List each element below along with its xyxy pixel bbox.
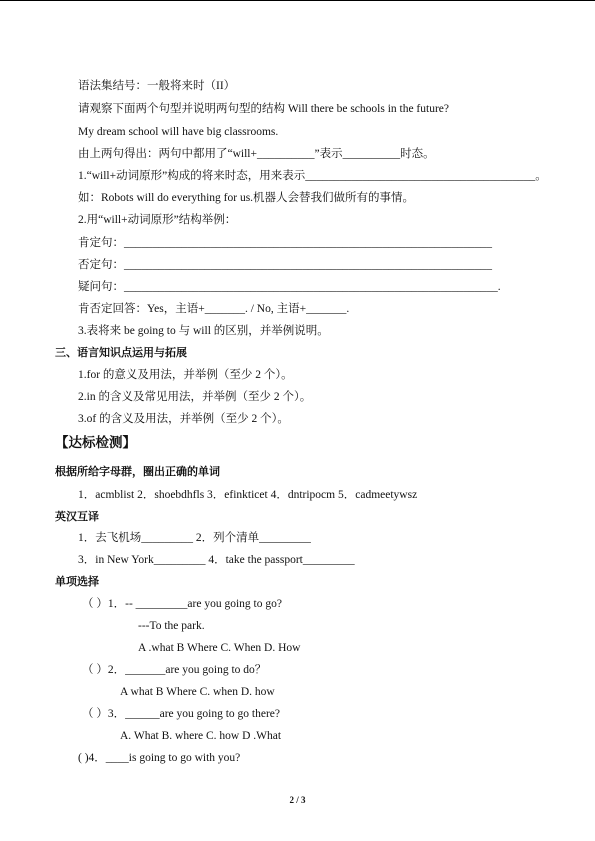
translation-row-2: 3．in New York_________ 4．take the passport_________ [78, 554, 355, 566]
page-top-border [0, 0, 595, 1]
multiple-choice-heading: 单项选择 [55, 575, 99, 588]
translation-row-1: 1．去飞机场_________ 2．列个清单_________ [78, 532, 311, 544]
question-3: （ ）3．______are you going to go there? [82, 708, 281, 720]
grammar-heading: 语法集结号：一般将来时（II） [78, 80, 236, 92]
question-1-reply: ---To the park. [138, 620, 205, 632]
affirmative-line: 肯定句：________________________________________________________________ [78, 237, 492, 249]
answers-line: 肯否定回答：Yes，主语+_______. / No, 主语+_______. [78, 303, 350, 315]
section-three-heading: 三、语言知识点运用与拓展 [55, 346, 187, 359]
observe-sentences-line: 请观察下面两个句型并说明两句型的结构 Will there be schools in the future? [78, 103, 449, 115]
negative-line: 否定句：________________________________________________________________ [78, 259, 492, 271]
example-sentence-line: My dream school will have big classrooms. [78, 126, 279, 138]
for-usage-line: 1.for 的意义及用法，并举例（至少 2 个）。 [78, 369, 293, 381]
examples-heading: 2.用“will+动词原形”结构举例： [78, 214, 237, 226]
robots-example-line: 如：Robots will do everything for us.机器人会替我们做所有的事情。 [78, 192, 415, 204]
question-3-options: A. What B. where C. how D .What [120, 730, 282, 742]
of-usage-line: 3.of 的含义及用法，并举例（至少 2 个）。 [78, 413, 289, 425]
page-number: 2 / 3 [289, 795, 306, 805]
assessment-heading: 【达标检测】 [55, 435, 136, 451]
letter-groups-line: 1．acmblist 2．shoebdhfls 3．efinkticet 4．dntripocm 5．cadmeetywsz [78, 489, 418, 501]
in-usage-line: 2.in 的含义及常见用法，并举例（至少 2 个）。 [78, 391, 312, 403]
question-2: （ ）2．_______are you going to do？ [82, 664, 267, 676]
be-going-to-line: 3.表将来 be going to 与 will 的区别，并举例说明。 [78, 325, 329, 337]
question-line: 疑问句：_________________________________________________________________. [78, 281, 501, 293]
circle-words-heading: 根据所给字母群，圈出正确的单词 [55, 465, 220, 478]
question-1-options: A .what B Where C. When D. How [138, 642, 301, 654]
translation-heading: 英汉互译 [55, 510, 99, 523]
question-2-options: A what B Where C. when D. how [120, 686, 275, 698]
question-4: ( )4．____is going to go with you? [78, 752, 241, 764]
will-usage-line: 1.“will+动词原形”构成的将来时态，用来表示________________________________________。 [78, 170, 547, 182]
question-1: （ ）1．-- _________are you going to go? [82, 598, 282, 610]
conclusion-line: 由上两句得出：两句中都用了“will+__________”表示__________时态。 [78, 148, 435, 160]
